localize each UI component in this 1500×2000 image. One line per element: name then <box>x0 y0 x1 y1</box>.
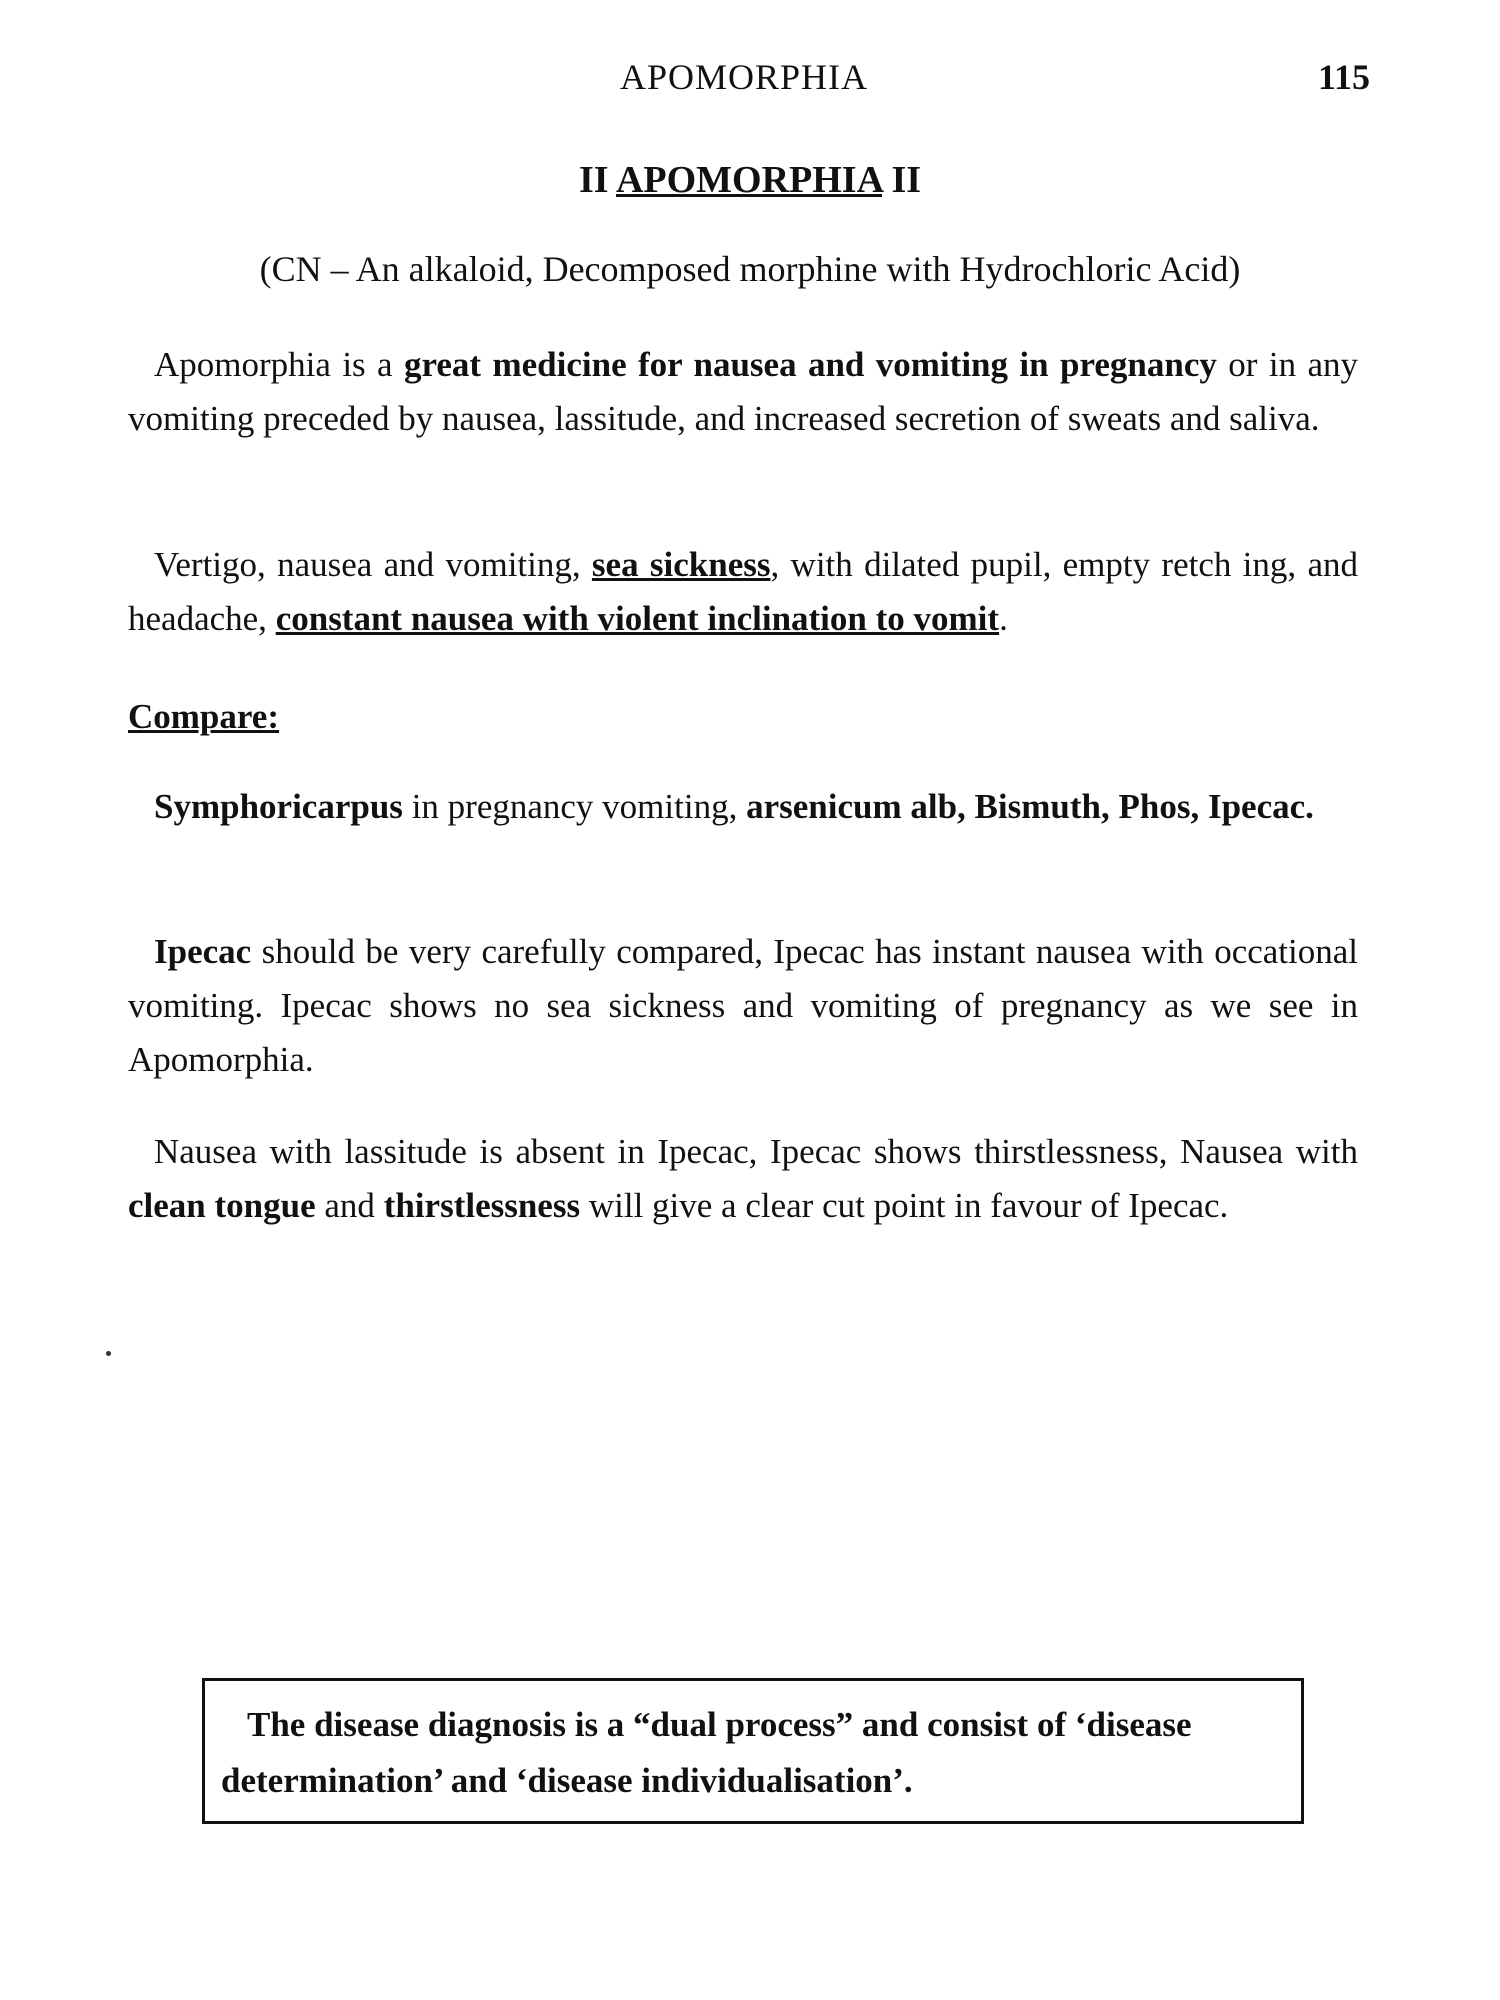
chapter-marker-left: II <box>578 159 616 201</box>
page-number: 115 <box>1318 57 1371 97</box>
compare-heading: Compare: <box>128 697 279 736</box>
running-header <box>0 56 1500 106</box>
paragraph-compare-remedies: Symphoricarpus in pregnancy vomiting, arsenicum alb, Bismuth, Phos, Ipecac. <box>154 787 1314 826</box>
stray-mark <box>106 1351 111 1356</box>
chapter-title-text: APOMORPHIA <box>615 159 882 201</box>
emphasis-pregnancy-nausea: great medicine for nausea and vomiting in pregnancy <box>404 345 1217 384</box>
paragraph-ipecac-comparison: Ipecac should be very carefully compared, Ipecac has instant nausea with occational vomiting. Ipecac shows no sea sickness and vomiting of pregnancy as we see in Apomorphia. <box>128 932 1358 1079</box>
chapter-title <box>0 158 1500 202</box>
remedy-symphoricarpus: Symphoricarpus <box>154 787 403 826</box>
paragraph-ipecac-differentiation: Nausea with lassitude is absent in Ipecac, Ipecac shows thirstlessness, Nausea with clean tongue and thirstlessness will give a clear cut point in favour of Ipecac. <box>128 1132 1358 1225</box>
emphasis-thirstlessness: thirstlessness <box>383 1186 581 1225</box>
paragraph-intro: Apomorphia is a great medicine for nausea and vomiting in pregnancy or in any vomiting preceded by nausea, lassitude, and increased secretion of sweats and saliva. <box>128 345 1359 438</box>
chapter-subtitle: (CN – An alkaloid, Decomposed morphine with Hydrochloric Acid) <box>259 249 1241 289</box>
emphasis-sea-sickness: sea sickness <box>591 545 771 584</box>
remedy-list: arsenicum alb, Bismuth, Phos, Ipecac. <box>746 787 1314 826</box>
paragraph-symptoms: Vertigo, nausea and vomiting, sea sickness, with dilated pupil, empty retch ing, and headache, constant nausea with violent inclination to vomit. <box>128 545 1358 638</box>
callout-box <box>202 1678 1304 1824</box>
callout-text: The disease diagnosis is a “dual process” and consist of ‘disease determination’ and ‘disease individualisation’. <box>221 1705 1192 1800</box>
running-title: APOMORPHIA <box>620 57 869 97</box>
remedy-ipecac: Ipecac <box>154 932 252 971</box>
emphasis-constant-nausea: constant nausea with violent inclination to vomit <box>275 599 1000 638</box>
chapter-marker-right: II <box>881 159 922 201</box>
emphasis-clean-tongue: clean tongue <box>128 1186 316 1225</box>
